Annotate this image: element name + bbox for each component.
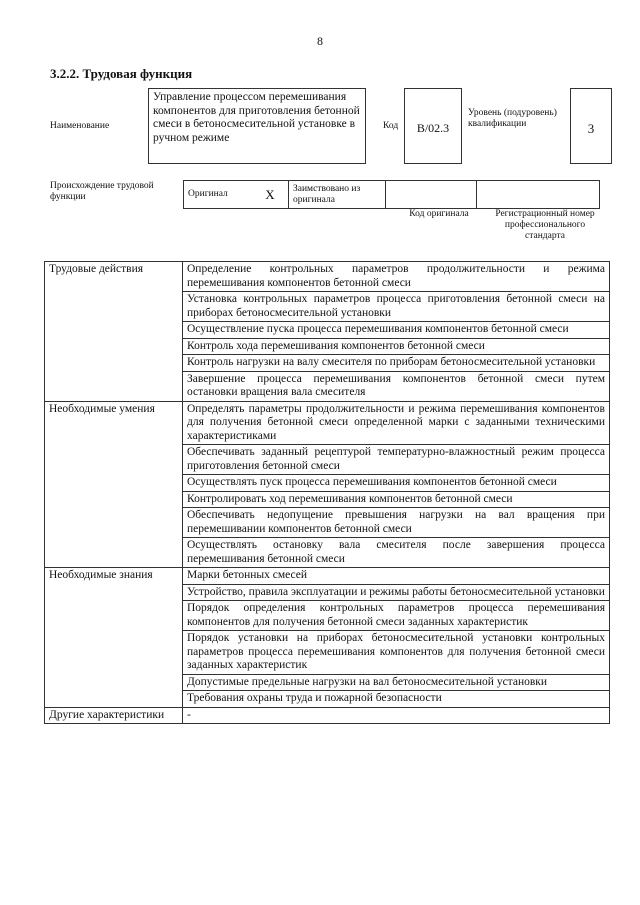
original-cell: Оригинал (184, 181, 253, 209)
section-label-continuation (45, 292, 183, 322)
table-row (45, 322, 610, 339)
table-row (45, 601, 610, 631)
section-label-continuation (45, 508, 183, 538)
section-item: Определять параметры продолжительности и режима перемешивания компонентов для получения бетонной смеси определенной марки с заданными техническими характеристиками (183, 401, 610, 445)
section-item: Обеспечивать заданный рецептурой температурно-влажностный режим процесса приготовления бетонной смеси (183, 445, 610, 475)
function-name-box: Управление процессом перемешивания компонентов для приготовления бетонной смеси в бетоносмесительной установке в ручном режиме (148, 88, 366, 164)
section-label-continuation (45, 445, 183, 475)
reg-number-caption: Регистрационный номер профессионального стандарта (495, 209, 595, 241)
table-row (45, 338, 610, 355)
table-row (45, 491, 610, 508)
section-item: Допустимые предельные нагрузки на вал бетоносмесительной установки (183, 674, 610, 691)
code-original-caption: Код оригинала (409, 209, 469, 219)
table-row (45, 445, 610, 475)
section-item: Порядок определения контрольных параметров процесса перемешивания компонентов для получения бетонной смеси заданных характеристик (183, 601, 610, 631)
section-title: 3.2.2. Трудовая функция (50, 66, 193, 81)
section-label-continuation (45, 355, 183, 372)
table-row (45, 262, 610, 292)
section-label-continuation (45, 338, 183, 355)
table-row (45, 691, 610, 708)
section-label-continuation (45, 631, 183, 675)
section-item: Установка контрольных параметров процесса приготовления бетонной смеси на приборах бетоносмесительной установки (183, 292, 610, 322)
origin-label: Происхождение трудовой функции (50, 181, 154, 202)
section-label-continuation (45, 371, 183, 401)
section-label-continuation (45, 322, 183, 339)
table-row (45, 538, 610, 568)
table-row (45, 631, 610, 675)
section-item: Порядок установки на приборах бетоносмесительной установки контрольных параметров процесса перемешивания компонентов для получения бетонной смеси заданных характеристик (183, 631, 610, 675)
section-label-continuation (45, 601, 183, 631)
section-item: Контроль нагрузки на валу смесителя по приборам бетоносмесительной установки (183, 355, 610, 372)
section-label-continuation (45, 691, 183, 708)
section-item: Осуществлять пуск процесса перемешивания компонентов бетонной смеси (183, 475, 610, 492)
code-label: Код (383, 121, 399, 131)
section-label: Необходимые знания (45, 568, 183, 585)
section-item: Определение контрольных параметров продолжительности и режима перемешивания компонентов бетонной смеси (183, 262, 610, 292)
table-row (45, 584, 610, 601)
section-item: - (183, 707, 610, 724)
page-number: 8 (317, 34, 323, 48)
table-row (45, 674, 610, 691)
table-row (45, 568, 610, 585)
section-item: Осуществление пуска процесса перемешивания компонентов бетонной смеси (183, 322, 610, 339)
section-item: Контролировать ход перемешивания компонентов бетонной смеси (183, 491, 610, 508)
borrowed-cell: Заимствовано из оригинала (289, 181, 386, 209)
section-label-continuation (45, 674, 183, 691)
function-details-table (44, 261, 610, 724)
level-box: 3 (570, 88, 612, 164)
section-label-continuation (45, 584, 183, 601)
section-label: Другие характеристики (45, 707, 183, 724)
name-label: Наименование (50, 121, 110, 131)
table-row (45, 508, 610, 538)
table-row (45, 292, 610, 322)
section-label-continuation (45, 475, 183, 492)
section-item: Обеспечивать недопущение превышения нагрузки на вал вращения при перемешивании компонентов бетонной смеси (183, 508, 610, 538)
section-item: Контроль хода перемешивания компонентов бетонной смеси (183, 338, 610, 355)
table-row (45, 401, 610, 445)
section-item: Завершение процесса перемешивания компонентов бетонной смеси путем остановки вращения вала смесителя (183, 371, 610, 401)
table-row (45, 475, 610, 492)
code-box: B/02.3 (404, 88, 462, 164)
level-label: Уровень (подуровень) квалификации (468, 108, 557, 129)
table-row (45, 355, 610, 372)
section-item: Требования охраны труда и пожарной безопасности (183, 691, 610, 708)
section-label: Трудовые действия (45, 262, 183, 292)
section-label-continuation (45, 538, 183, 568)
section-item: Устройство, правила эксплуатации и режимы работы бетоносмесительной установки (183, 584, 610, 601)
reg-number-cell (477, 181, 600, 209)
table-row (45, 371, 610, 401)
section-label: Необходимые умения (45, 401, 183, 445)
original-mark: X (252, 181, 289, 209)
section-item: Осуществлять остановку вала смесителя после завершения процесса перемешивания бетонной смеси (183, 538, 610, 568)
origin-table (183, 180, 600, 209)
section-label-continuation (45, 491, 183, 508)
original-code-cell (386, 181, 477, 209)
table-row (45, 707, 610, 724)
section-item: Марки бетонных смесей (183, 568, 610, 585)
